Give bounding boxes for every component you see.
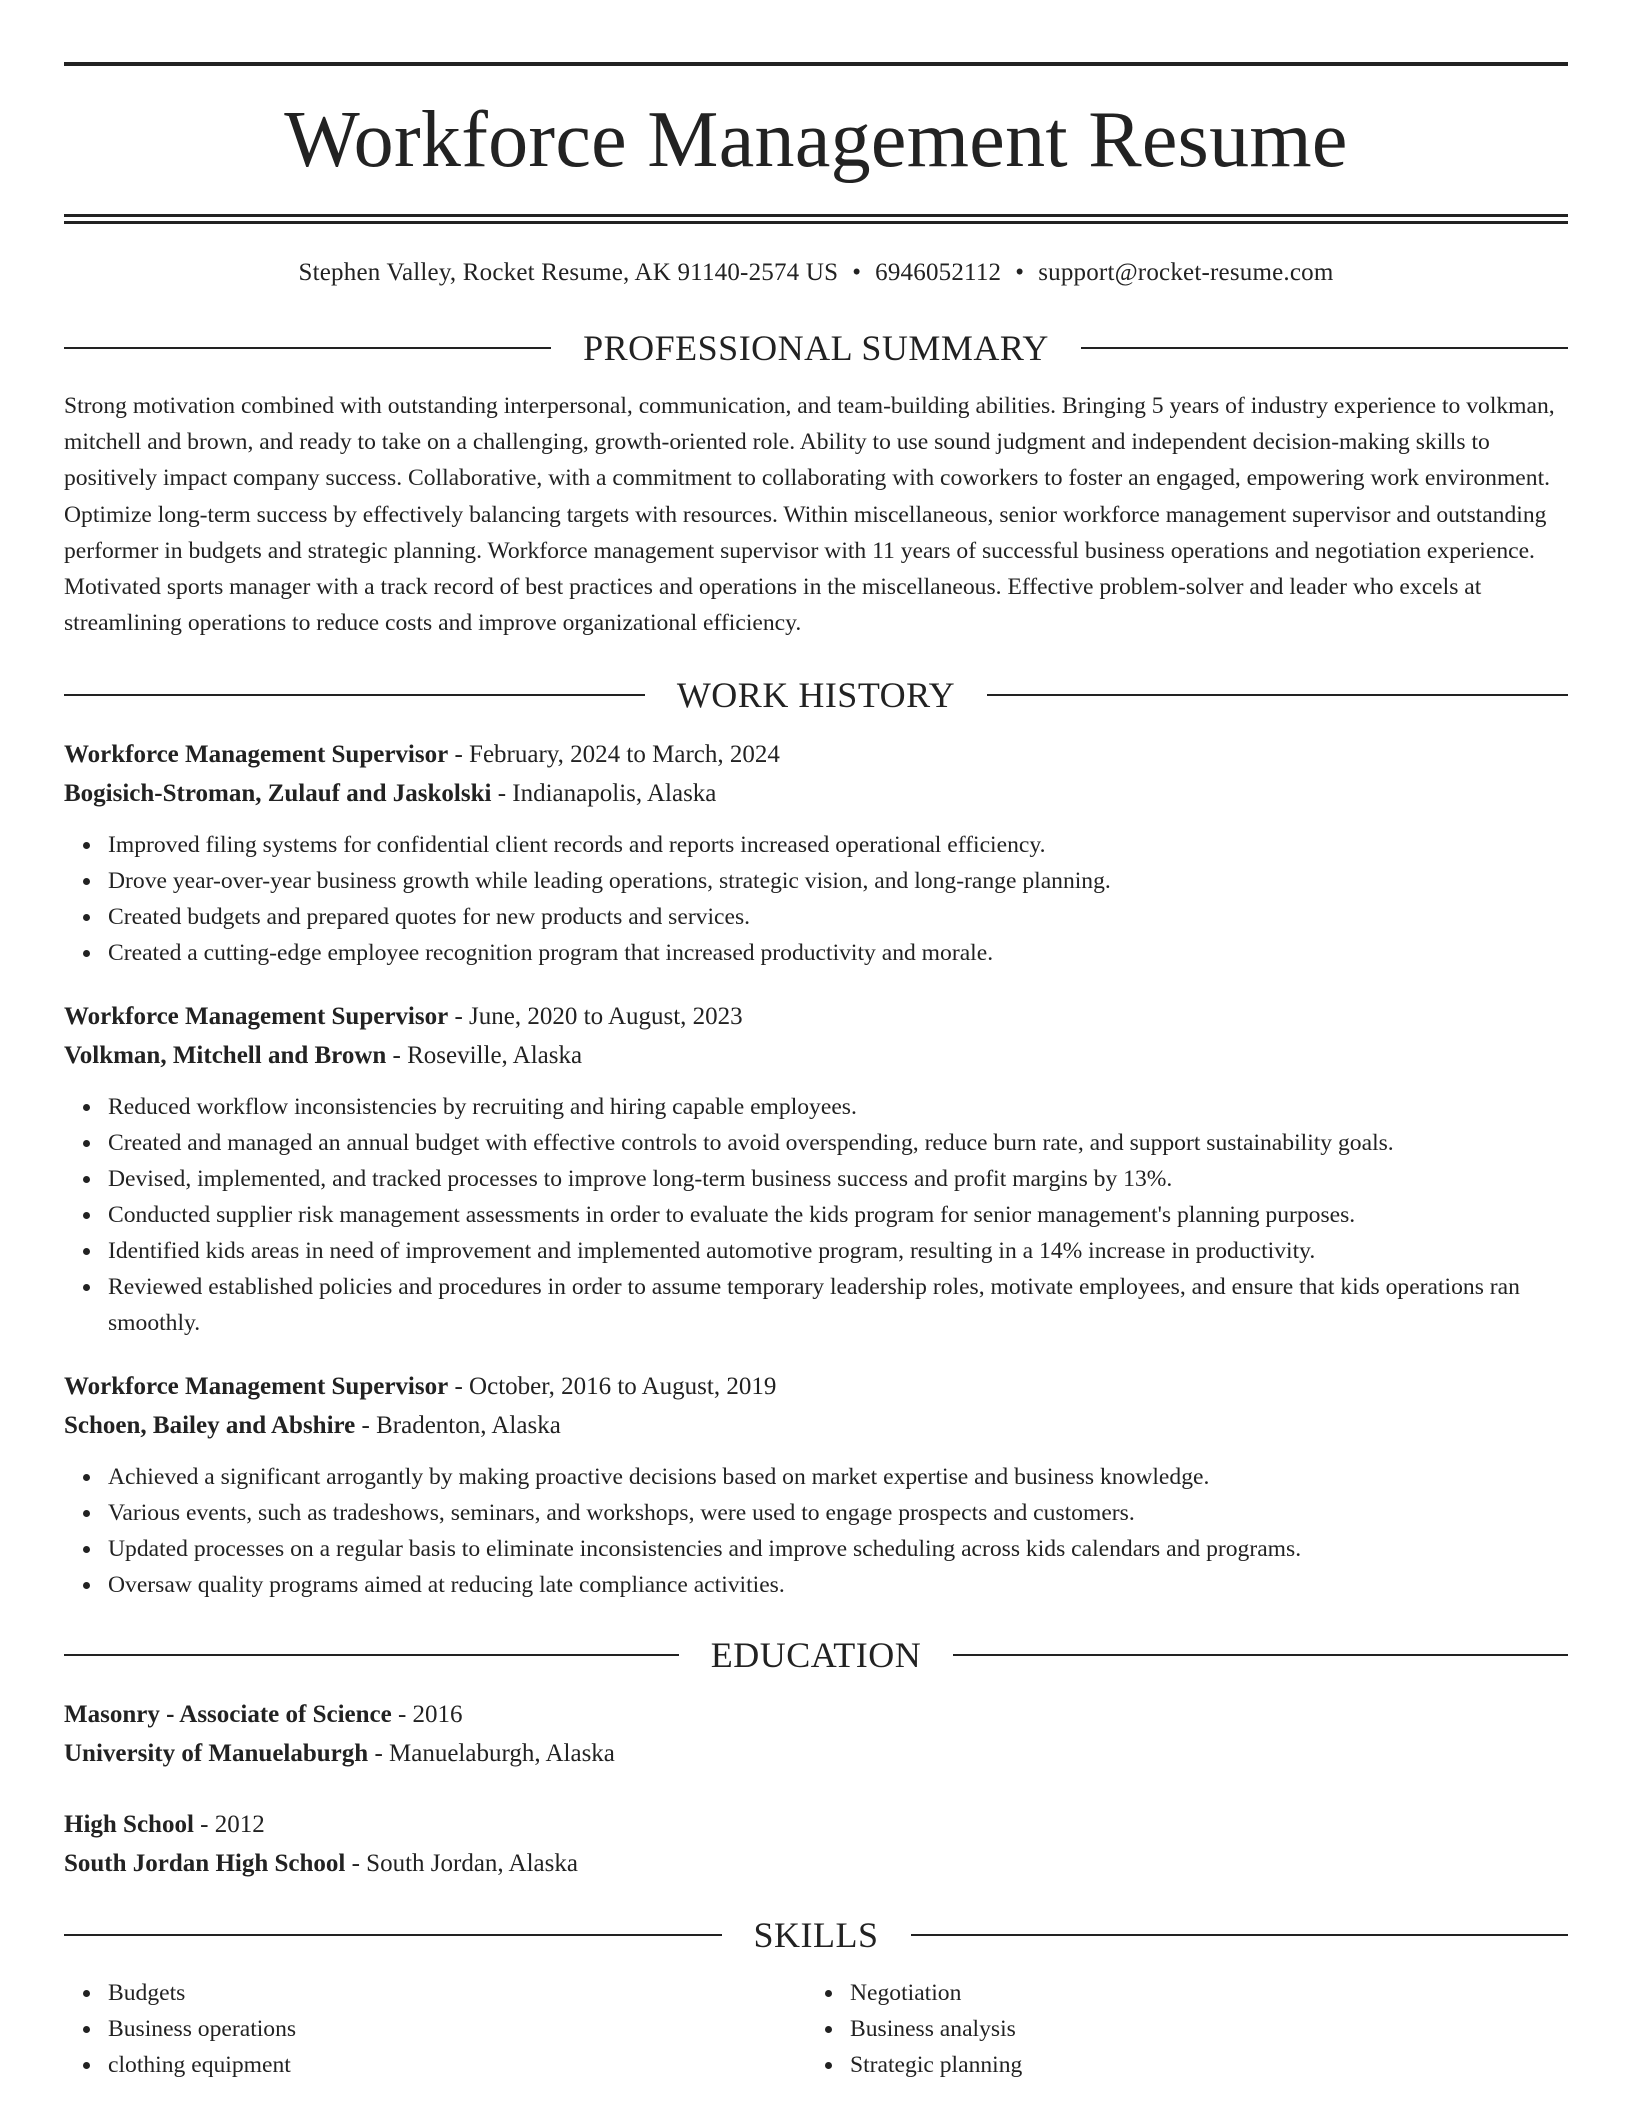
job-bullet: Reviewed established policies and procedures in order to assume temporary leadership roles, motivate employees, and ensure that kids operations ran smoothly. <box>108 1269 1568 1341</box>
school-location: Manuelaburgh, Alaska <box>389 1740 615 1768</box>
job-company-line: Schoen, Bailey and Abshire - Bradenton, Alaska <box>64 1412 561 1440</box>
job-dates: February, 2024 to March, 2024 <box>469 741 780 769</box>
section-header-skills <box>64 1913 1568 1957</box>
section-rule <box>64 347 551 349</box>
skill-item: clothing equipment <box>108 2047 806 2083</box>
school-line: University of Manuelaburgh - Manuelaburgh, Alaska <box>64 1740 615 1768</box>
section-rule <box>64 1654 679 1656</box>
job-title: Workforce Management Supervisor <box>64 741 449 769</box>
job-bullet: Drove year-over-year business growth while leading operations, strategic vision, and long-range planning. <box>108 863 1568 899</box>
school: University of Manuelaburgh <box>64 1740 369 1768</box>
degree-line: High School - 2012 <box>64 1811 265 1839</box>
education-entry <box>64 1695 1568 1773</box>
top-rule <box>64 62 1568 66</box>
section-header-education <box>64 1633 1568 1677</box>
skill-item: Business operations <box>108 2011 806 2047</box>
school-line: South Jordan High School - South Jordan, Alaska <box>64 1850 578 1878</box>
job-bullet: Achieved a significant arrogantly by making proactive decisions based on market expertise and business knowledge. <box>108 1459 1568 1495</box>
degree-line: Masonry - Associate of Science - 2016 <box>64 1701 463 1729</box>
job-bullet: Conducted supplier risk management assessments in order to evaluate the kids program for senior management's planning purposes. <box>108 1197 1568 1233</box>
education-list <box>64 1695 1568 1883</box>
job-bullets <box>64 827 1568 971</box>
section-rule <box>64 694 645 696</box>
job-dates: June, 2020 to August, 2023 <box>469 1003 743 1031</box>
job-bullet: Improved filing systems for confidential client records and reports increased operational efficiency. <box>108 827 1568 863</box>
job-title-line: Workforce Management Supervisor - October, 2016 to August, 2019 <box>64 1373 777 1401</box>
job-dates: October, 2016 to August, 2019 <box>469 1373 777 1401</box>
skill-item: Strategic planning <box>850 2047 1548 2083</box>
contact-email: support@rocket-resume.com <box>1038 259 1334 286</box>
skill-item: Negotiation <box>850 1975 1548 2011</box>
section-header-work <box>64 673 1568 717</box>
job-bullet: Created a cutting-edge employee recognition program that increased productivity and morale. <box>108 935 1568 971</box>
contact-address: Stephen Valley, Rocket Resume, AK 91140-2574 US <box>298 259 839 286</box>
job-bullet: Created and managed an annual budget with effective controls to avoid overspending, reduce burn rate, and support sustainability goals. <box>108 1125 1568 1161</box>
section-title-work: WORK HISTORY <box>676 675 956 716</box>
job-bullet: Reduced workflow inconsistencies by recruiting and hiring capable employees. <box>108 1089 1568 1125</box>
contact-phone: 6946052112 <box>875 259 1002 286</box>
degree-year: 2012 <box>214 1811 265 1839</box>
job-title: Workforce Management Supervisor <box>64 1373 449 1401</box>
job-bullet: Updated processes on a regular basis to eliminate inconsistencies and improve scheduling across kids calendars and programs. <box>108 1531 1568 1567</box>
job-entry <box>64 997 1568 1341</box>
degree: High School <box>64 1811 194 1839</box>
job-location: Indianapolis, Alaska <box>512 780 717 808</box>
job-company-line: Volkman, Mitchell and Brown - Roseville, Alaska <box>64 1042 583 1070</box>
title-double-rule <box>64 214 1568 224</box>
job-location: Roseville, Alaska <box>407 1042 583 1070</box>
contact-separator: • <box>852 259 862 286</box>
job-bullet: Devised, implemented, and tracked processes to improve long-term business success and profit margins by 13%. <box>108 1161 1568 1197</box>
job-entry <box>64 1367 1568 1603</box>
job-bullet: Identified kids areas in need of improvement and implemented automotive program, resulting in a 14% increase in productivity. <box>108 1233 1568 1269</box>
skill-item: Budgets <box>108 1975 806 2011</box>
section-rule <box>911 1934 1569 1936</box>
section-rule <box>987 694 1568 696</box>
contact-separator: • <box>1015 259 1025 286</box>
degree-year: 2016 <box>412 1701 463 1729</box>
job-company: Bogisich-Stroman, Zulauf and Jaskolski <box>64 780 492 808</box>
job-location: Bradenton, Alaska <box>376 1412 561 1440</box>
section-rule <box>1081 347 1568 349</box>
summary-text: Strong motivation combined with outstanding interpersonal, communication, and team-building abilities. Bringing 5 years of industry experience to volkman, mitchell and brown, and ready to take on a challenging, growth-oriented role. Ability to use sound judgment and independent decision-making skills to positively impact company success. Collaborative, with a commitment to collaborating with coworkers to foster an engaged, empowering work environment. Optimize long-term success by effectively balancing targets with resources. Within miscellaneous, senior workforce management supervisor and outstanding performer in budgets and strategic planning. Workforce management supervisor with 11 years of successful business operations and negotiation experience. Motivated sports manager with a track record of best practices and operations in the miscellaneous. Effective problem-solver and leader who excels at streamlining operations to reduce costs and improve organizational efficiency. <box>64 393 1555 637</box>
section-title-summary: PROFESSIONAL SUMMARY <box>583 328 1049 368</box>
page-title: Workforce Management Resume <box>284 96 1348 184</box>
job-company-line: Bogisich-Stroman, Zulauf and Jaskolski - Indianapolis, Alaska <box>64 780 717 808</box>
degree: Masonry - Associate of Science <box>64 1701 392 1729</box>
skills-column-left <box>64 1975 806 2083</box>
school-location: South Jordan, Alaska <box>366 1850 578 1878</box>
skills-grid <box>64 1975 1568 2083</box>
contact-line <box>64 258 1568 288</box>
work-history-list <box>64 735 1568 1603</box>
job-bullet: Oversaw quality programs aimed at reducing late compliance activities. <box>108 1567 1568 1603</box>
education-entry <box>64 1805 1568 1883</box>
job-bullet: Various events, such as tradeshows, seminars, and workshops, were used to engage prospects and customers. <box>108 1495 1568 1531</box>
school: South Jordan High School <box>64 1850 346 1878</box>
section-title-skills: SKILLS <box>753 1915 879 1956</box>
section-header-summary <box>64 326 1568 370</box>
skill-item: Business analysis <box>850 2011 1548 2047</box>
job-title: Workforce Management Supervisor <box>64 1003 449 1031</box>
job-title-line: Workforce Management Supervisor - June, 2020 to August, 2023 <box>64 1003 743 1031</box>
section-rule <box>953 1654 1568 1656</box>
job-title-line: Workforce Management Supervisor - February, 2024 to March, 2024 <box>64 741 780 769</box>
skills-column-right <box>806 1975 1548 2083</box>
job-bullets <box>64 1089 1568 1341</box>
job-bullets <box>64 1459 1568 1603</box>
job-bullet: Created budgets and prepared quotes for new products and services. <box>108 899 1568 935</box>
section-title-education: EDUCATION <box>710 1635 922 1676</box>
job-entry <box>64 735 1568 971</box>
job-company: Schoen, Bailey and Abshire <box>64 1412 356 1440</box>
section-rule <box>64 1934 722 1936</box>
job-company: Volkman, Mitchell and Brown <box>64 1042 387 1070</box>
